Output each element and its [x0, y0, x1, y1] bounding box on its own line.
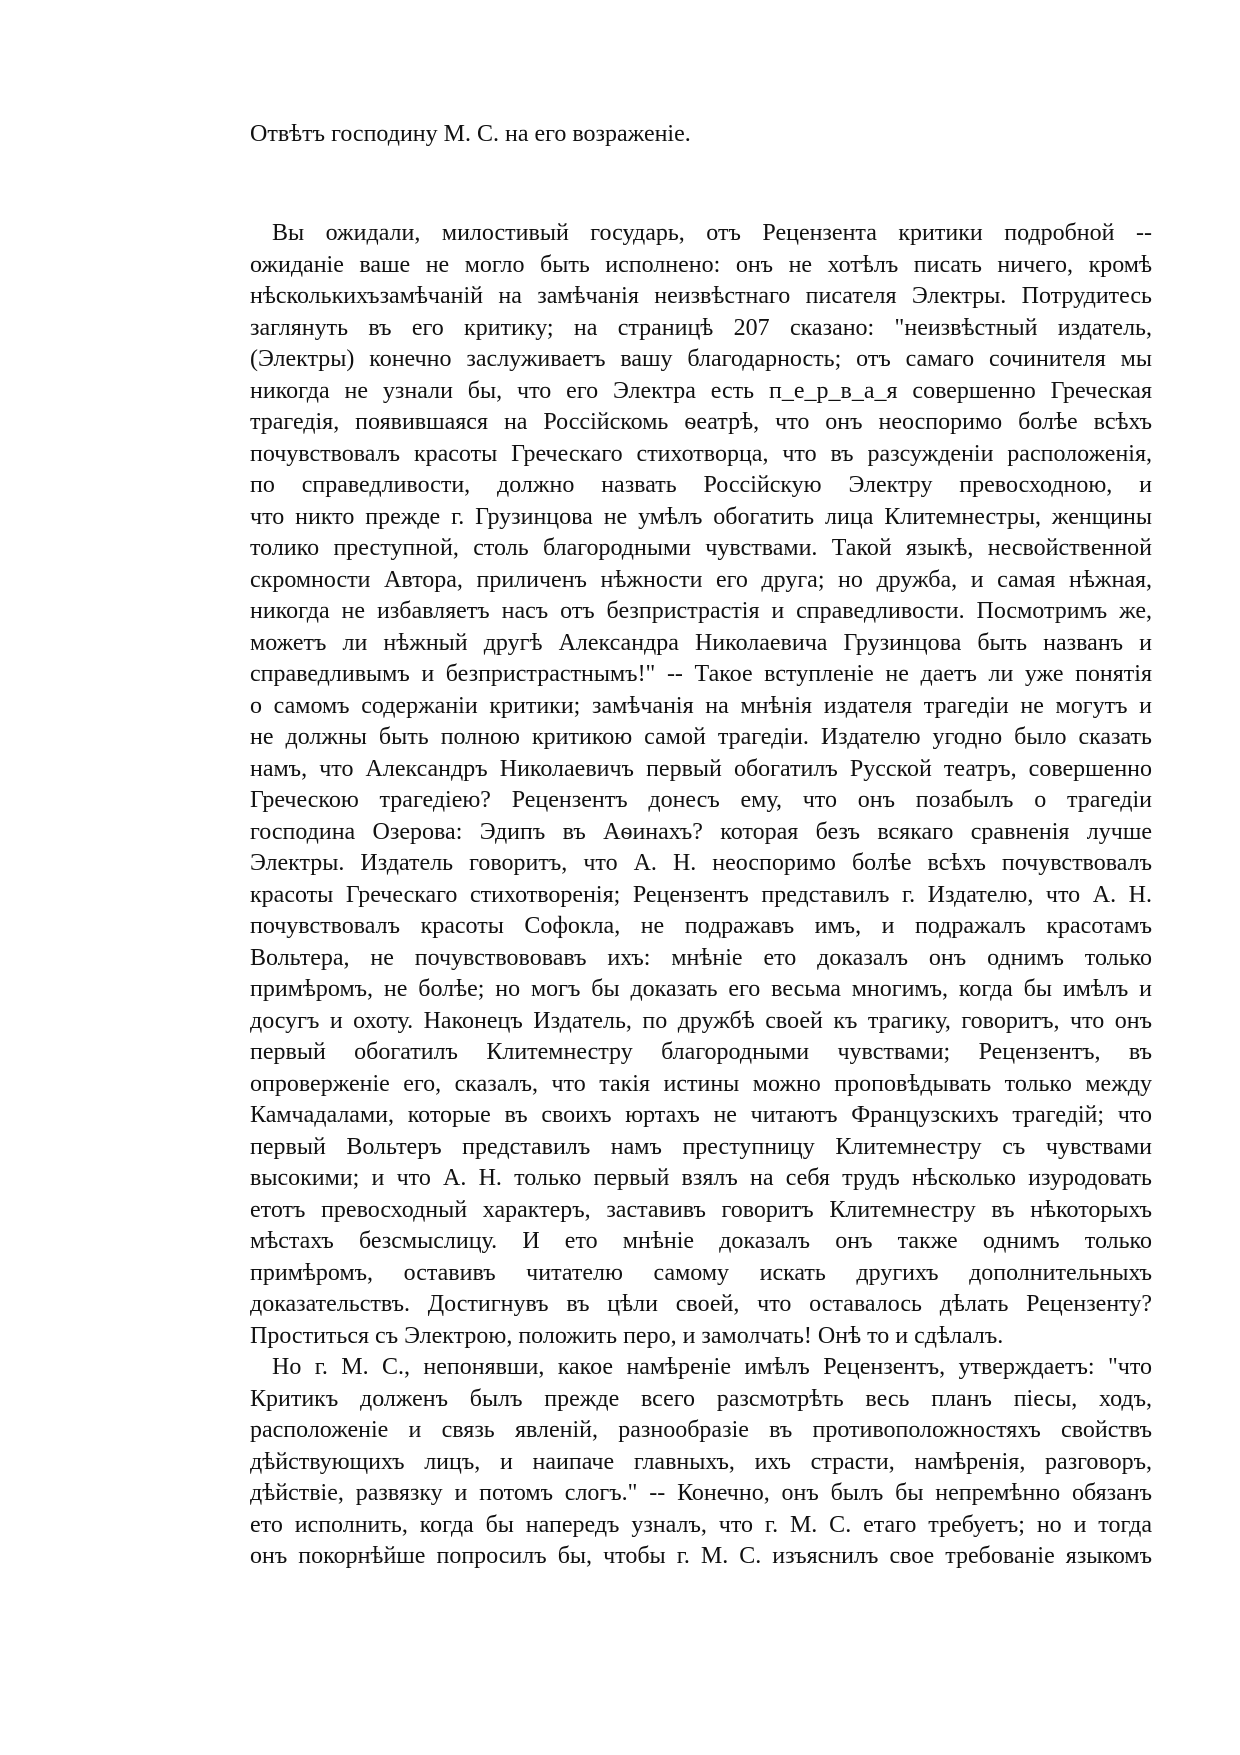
text-line: скромности Автора, приличенъ нѣжности его друга; но дружба, и самая нѣжная,	[250, 566, 1152, 593]
text-line: не должны быть полною критикою самой трагедіи. Издателю угодно было сказать	[250, 724, 1152, 750]
text-line: никогда не избавляетъ насъ отъ безпристрастія и справедливости. Посмотримъ же,	[250, 598, 1152, 624]
text-line: мѣстахъ безсмыслицу. И ето мнѣніе доказалъ онъ также однимъ только	[250, 1228, 1152, 1254]
text-line: ожиданіе ваше не могло быть исполнено: онъ не хотѣлъ писать ничего, кромѣ	[250, 251, 1152, 278]
text-line: Критикъ долженъ былъ прежде всего разсмотрѣть весь планъ піесы, ходъ,	[250, 1385, 1152, 1412]
text-line: первый Вольтеръ представилъ намъ преступницу Клитемнестру съ чувствами	[250, 1133, 1152, 1160]
text-line: намъ, что Александръ Николаевичъ первый обогатилъ Русской театръ, совершенно	[250, 755, 1152, 782]
text-line: о самомъ содержаніи критики; замѣчанія на мнѣнія издателя трагедіи не могутъ и	[250, 692, 1152, 719]
text-line: толико преступной, столь благородными чувствами. Такой языкѣ, несвойственной	[250, 535, 1152, 561]
text-line: Греческою трагедіею? Рецензентъ донесъ ему, что онъ позабылъ о трагедіи	[250, 787, 1152, 813]
text-line: етотъ превосходный характеръ, заставивъ говоритъ Клитемнестру въ нѣкоторыхъ	[250, 1196, 1152, 1223]
text-line: опроверженіе его, сказалъ, что такія истины можно проповѣдывать только между	[250, 1070, 1152, 1097]
text-line: Вольтера, не почувствововавъ ихъ: мнѣніе ето доказалъ онъ однимъ только	[250, 944, 1152, 971]
text-line: трагедія, появившаяся на Россійскомь ѳеатрѣ, что онъ неоспоримо болѣе всѣхъ	[250, 409, 1152, 435]
text-line: дѣйствіе, развязку и потомъ слогъ." -- Конечно, онъ былъ бы непремѣнно обязанъ	[250, 1480, 1152, 1506]
text-line: онъ покорнѣйше попросилъ бы, чтобы г. М. С. изъяснилъ свое требованіе языкомъ	[250, 1543, 1152, 1569]
text-line: доказательствъ. Достигнувъ въ цѣли своей, что оставалось дѣлать Рецензенту?	[250, 1291, 1152, 1317]
text-line: Но г. М. С., непонявши, какое намѣреніе имѣлъ Рецензентъ, утверждаетъ: "что	[272, 1354, 1152, 1380]
text-line: господина Озерова: Эдипъ въ Аѳинахъ? которая безъ всякаго сравненія лучше	[250, 818, 1152, 845]
text-line: можетъ ли нѣжный другѣ Александра Николаевича Грузинцова быть названъ и	[250, 629, 1152, 656]
text-line: (Электры) конечно заслуживаетъ вашу благодарность; отъ самаго сочинителя мы	[250, 346, 1152, 372]
text-line: ето исполнить, когда бы напередъ узналъ, что г. М. С. етаго требуетъ; но и тогда	[250, 1511, 1152, 1538]
text-line: примѣромъ, оставивъ читателю самому искать другихъ дополнительныхъ	[250, 1259, 1152, 1286]
text-line: примѣромъ, не болѣе; но могъ бы доказать его весьма многимъ, когда бы имѣлъ и	[250, 976, 1152, 1002]
text-line: дѣйствующихъ лицъ, и наипаче главныхъ, ихъ страсти, намѣренія, разговоръ,	[250, 1448, 1152, 1475]
text-line: Камчадалами, которые въ своихъ юртахъ не читаютъ Французскихъ трагедій; что	[250, 1102, 1152, 1128]
text-line: Вы ожидали, милостивый государь, отъ Рецензента критики подробной --	[272, 220, 1152, 246]
text-line: досугъ и охоту. Наконецъ Издатель, по дружбѣ своей къ трагику, говоритъ, что онъ	[250, 1007, 1152, 1034]
text-line: почувствовалъ красоты Греческаго стихотворца, что въ разсужденіи расположенія,	[250, 440, 1152, 467]
text-line: по справедливости, должно назвать Россійскую Электру превосходною, и	[250, 472, 1152, 498]
paragraph-2	[250, 1352, 1152, 1573]
text-line: высокими; и что А. Н. только первый взялъ на себя трудъ нѣсколько изуродовать	[250, 1165, 1152, 1191]
text-line: заглянуть въ его критику; на страницѣ 207 сказано: "неизвѣстный издатель,	[250, 314, 1152, 341]
document-title: Отвѣтъ господину М. С. на его возраженіе.	[250, 121, 691, 147]
text-line: справедливымъ и безпристрастнымъ!" -- Такое вступленіе не даетъ ли уже понятія	[250, 661, 1152, 687]
text-line: нѣсколькихъзамѣчаній на замѣчанія неизвѣстнаго писателя Электры. Потрудитесь	[250, 283, 1152, 309]
text-line: Электры. Издатель говоритъ, что А. Н. неоспоримо болѣе всѣхъ почувствовалъ	[250, 850, 1152, 876]
paragraph-1	[250, 218, 1152, 1352]
text-line: Проститься съ Электрою, положить перо, и замолчать! Онѣ то и сдѣлалъ.	[250, 1322, 1004, 1349]
text-line: никогда не узнали бы, что его Электра есть п_е_р_в_а_я совершенно Греческая	[250, 377, 1152, 404]
text-line: почувствовалъ красоты Софокла, не подражавъ имъ, и подражалъ красотамъ	[250, 913, 1152, 939]
text-line: первый обогатилъ Клитемнестру благородными чувствами; Рецензентъ, въ	[250, 1039, 1152, 1065]
text-line: расположеніе и связь явленій, разнообразіе въ противоположностяхъ свойствъ	[250, 1417, 1152, 1443]
text-line: красоты Греческаго стихотворенія; Рецензентъ представилъ г. Издателю, что А. Н.	[250, 881, 1152, 908]
text-column	[250, 112, 1152, 1573]
text-line: что никто прежде г. Грузинцова не умѣлъ обогатить лица Клитемнестры, женщины	[250, 503, 1152, 530]
